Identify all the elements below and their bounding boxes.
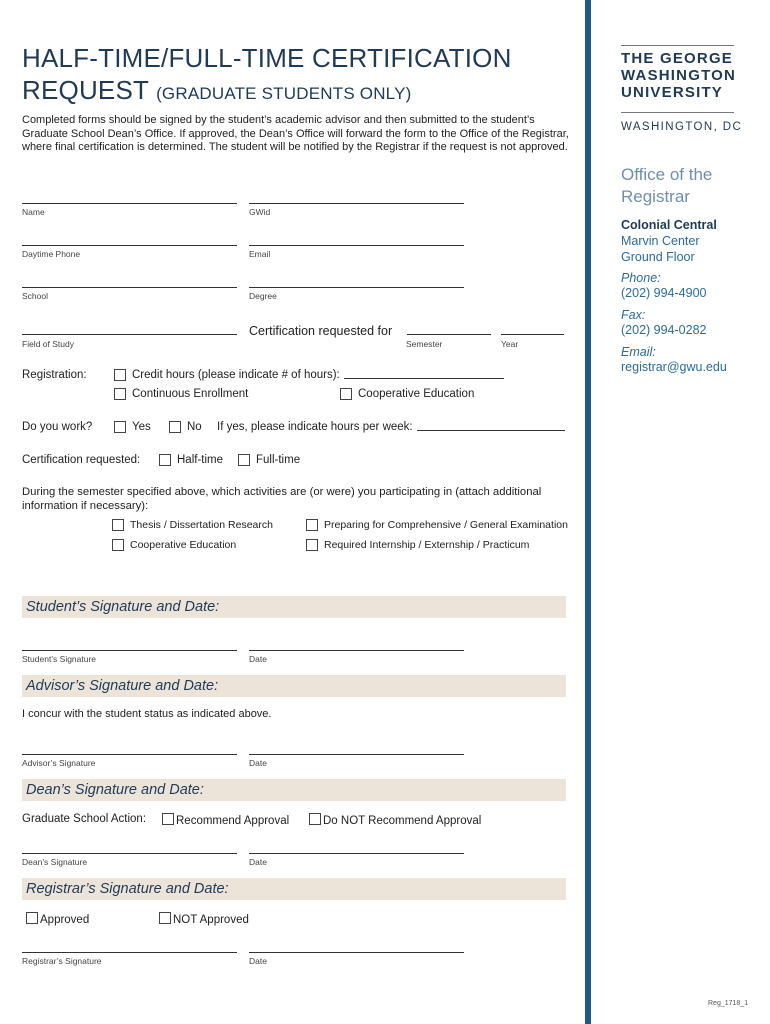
logo-line-3: UNIVERSITY (621, 84, 724, 101)
work-hours-label: If yes, please indicate hours per week: (217, 421, 413, 433)
name-label: Name (22, 207, 45, 217)
email-label: Email (249, 249, 271, 259)
student-date-label: Date (249, 654, 267, 664)
field-of-study-input[interactable] (22, 334, 237, 335)
work-no-checkbox[interactable] (169, 421, 181, 433)
gwid-label: GWid (249, 207, 271, 217)
email-input[interactable] (249, 245, 464, 246)
thesis-label: Thesis / Dissertation Research (130, 519, 273, 531)
registration-label: Registration: (22, 369, 87, 381)
university-logo (621, 50, 736, 101)
coop-registration-checkbox[interactable] (340, 388, 352, 400)
dean-signature-heading-text: Dean’s Signature and Date: (26, 782, 204, 798)
fax-number: (202) 994-0282 (621, 323, 707, 337)
student-signature-input[interactable] (22, 650, 237, 651)
school-input[interactable] (22, 287, 237, 288)
exam-prep-checkbox[interactable] (306, 519, 318, 531)
year-label: Year (501, 339, 519, 349)
field-of-study-label: Field of Study (22, 339, 74, 349)
phone-label-sidebar: Phone: (621, 271, 661, 285)
cert-for-label: Certification requested for (249, 324, 393, 338)
work-yes-label: Yes (132, 421, 151, 433)
not-recommend-label: Do NOT Recommend Approval (323, 815, 482, 827)
work-no-label: No (187, 421, 202, 433)
logo-line-2: WASHINGTON (621, 67, 737, 84)
registrar-signature-input[interactable] (22, 952, 237, 953)
registrar-signature-heading-text: Registrar’s Signature and Date: (26, 881, 229, 897)
email-label-sidebar: Email: (621, 345, 656, 359)
semester-input[interactable] (407, 334, 491, 335)
full-time-label: Full-time (256, 454, 301, 466)
not-approved-label: NOT Approved (173, 914, 249, 926)
advisor-date-input[interactable] (249, 754, 464, 755)
logo-bottom-rule (621, 112, 734, 113)
office-title (621, 164, 712, 208)
not-recommend-checkbox[interactable] (309, 813, 321, 825)
school-label: School (22, 291, 48, 301)
advisor-signature-heading (22, 675, 566, 697)
logo-line-1: THE GEORGE (621, 50, 734, 67)
office-line-2: Registrar (621, 187, 690, 206)
registrar-signature-label: Registrar’s Signature (22, 956, 102, 966)
advisor-signature-heading-text: Advisor’s Signature and Date: (26, 678, 219, 694)
location-line-1: Marvin Center (621, 234, 700, 248)
advisor-signature-label: Advisor’s Signature (22, 758, 96, 768)
half-time-checkbox[interactable] (159, 454, 171, 466)
certification-label: Certification requested: (22, 454, 141, 466)
not-approved-checkbox[interactable] (159, 912, 171, 924)
accent-bar (585, 0, 591, 1024)
intro-text: Completed forms should be signed by the student’s academic advisor and then submitted to the student’s Graduate School Dean’s Office. If approved, the Dean’s Office will forward the form to the Office of the Registrar, where final certification is determined. The student will be notified by the Registrar if the request is not approved. (22, 114, 569, 154)
dean-date-label: Date (249, 857, 267, 867)
dean-action-label: Graduate School Action: (22, 813, 147, 825)
registrar-date-input[interactable] (249, 952, 464, 953)
phone-input[interactable] (22, 245, 237, 246)
thesis-checkbox[interactable] (112, 519, 124, 531)
logo-subtitle: WASHINGTON, DC (621, 121, 743, 133)
credit-hours-label: Credit hours (please indicate # of hours): (132, 369, 340, 381)
gwid-input[interactable] (249, 203, 464, 204)
student-signature-label: Student’s Signature (22, 654, 97, 664)
approved-label: Approved (40, 914, 90, 926)
name-input[interactable] (22, 203, 237, 204)
title-line-2 (22, 74, 512, 110)
form-code: Reg_1718_1 (708, 1000, 749, 1007)
dean-date-input[interactable] (249, 853, 464, 854)
dean-signature-input[interactable] (22, 853, 237, 854)
fax-label: Fax: (621, 308, 646, 322)
coop-activity-checkbox[interactable] (112, 539, 124, 551)
continuous-enrollment-label: Continuous Enrollment (132, 388, 249, 400)
credit-hours-input[interactable] (344, 378, 504, 379)
student-signature-heading-text: Student’s Signature and Date: (26, 599, 220, 615)
student-date-input[interactable] (249, 650, 464, 651)
coop-registration-label: Cooperative Education (358, 388, 475, 400)
semester-label: Semester (406, 339, 443, 349)
phone-label: Daytime Phone (22, 249, 81, 259)
location-line-2: Ground Floor (621, 250, 695, 264)
office-line-1: Office of the (621, 165, 713, 184)
dean-signature-label: Dean’s Signature (22, 857, 88, 867)
title-line-1: HALF-TIME/FULL-TIME CERTIFICATION (22, 43, 512, 73)
work-label: Do you work? (22, 421, 93, 433)
title-request: REQUEST (22, 75, 149, 105)
registrar-signature-heading (22, 878, 566, 900)
registrar-date-label: Date (249, 956, 267, 966)
advisor-signature-input[interactable] (22, 754, 237, 755)
coop-activity-label: Cooperative Education (130, 539, 237, 551)
dean-signature-heading (22, 779, 566, 801)
degree-input[interactable] (249, 287, 464, 288)
degree-label: Degree (249, 291, 277, 301)
year-input[interactable] (501, 334, 564, 335)
work-yes-checkbox[interactable] (114, 421, 126, 433)
recommend-approval-label: Recommend Approval (176, 815, 290, 827)
internship-checkbox[interactable] (306, 539, 318, 551)
half-time-label: Half-time (177, 454, 224, 466)
location-name: Colonial Central (621, 218, 717, 232)
approved-checkbox[interactable] (26, 912, 38, 924)
registrar-email-link[interactable]: registrar@gwu.edu (621, 360, 727, 374)
exam-prep-label: Preparing for Comprehensive / General Examination (324, 519, 568, 531)
title-suffix: (GRADUATE STUDENTS ONLY) (156, 84, 412, 103)
full-time-checkbox[interactable] (238, 454, 250, 466)
form-title (22, 42, 512, 110)
recommend-approval-checkbox[interactable] (162, 813, 174, 825)
activities-question: During the semester specified above, which activities are (or were) you participating in (attach additional information if necessary): (22, 486, 542, 512)
advisor-concur-text: I concur with the student status as indicated above. (22, 708, 272, 720)
logo-top-rule (621, 45, 734, 46)
student-signature-heading (22, 596, 566, 618)
advisor-date-label: Date (249, 758, 267, 768)
internship-label: Required Internship / Externship / Practicum (324, 539, 530, 551)
work-hours-input[interactable] (417, 430, 565, 431)
phone-number: (202) 994-4900 (621, 286, 707, 300)
credit-hours-checkbox[interactable] (114, 369, 126, 381)
continuous-enrollment-checkbox[interactable] (114, 388, 126, 400)
